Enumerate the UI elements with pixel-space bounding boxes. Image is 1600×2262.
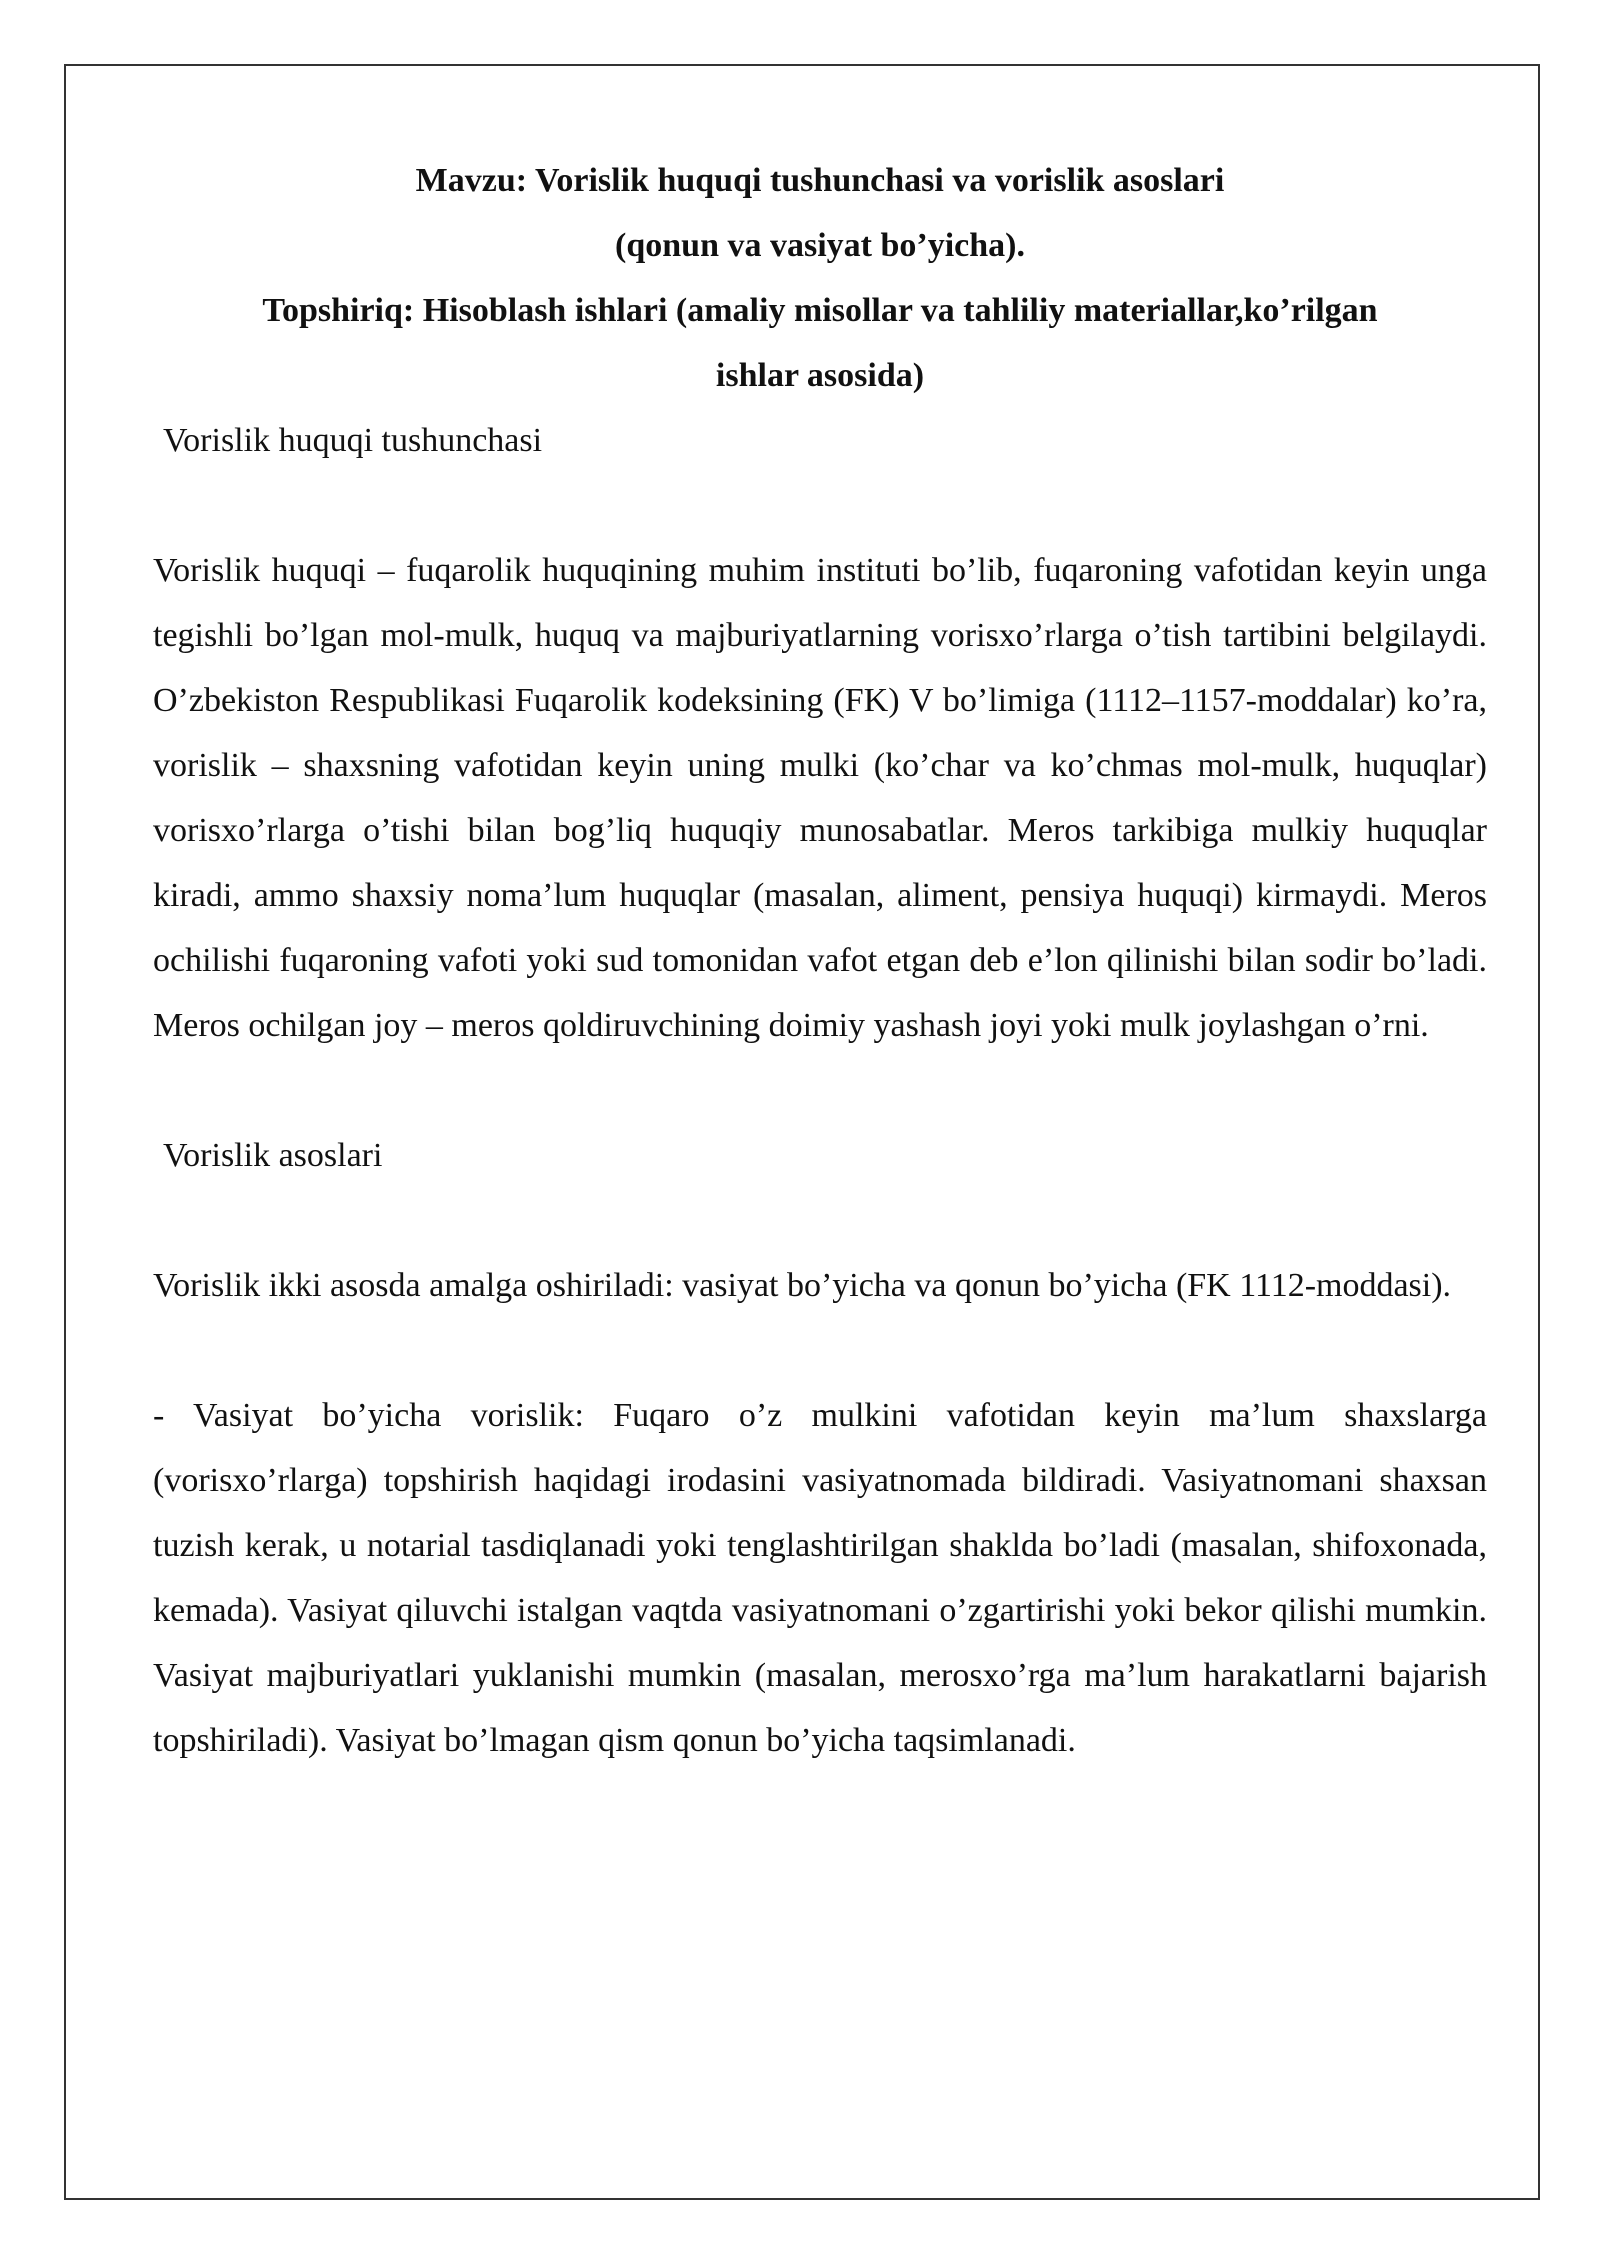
paragraph-will-inheritance: - Vasiyat bo’yicha vorislik: Fuqaro o’z mulkini vafotidan keyin ma’lum shaxslarga (vorisxo’rlarga) topshirish haqidagi irodasini vasiyatnomada bildiradi. Vasiyatnomani shaxsan tuzish kerak, u notarial tasdiqlanadi yoki tenglashtirilgan shaklda bo’ladi (masalan, shifoxonada, kemada). Vasiyat qiluvchi istalgan vaqtda vasiyatnomani o’zgartirishi yoki bekor qilishi mumkin. Vasiyat majburiyatlari yuklanishi mumkin (masalan, merosxo’rga ma’lum harakatlarni bajarish topshiriladi). Vasiyat bo’lmagan qism qonun bo’yicha taqsimlanadi. xyxy=(153,1397,1487,1759)
spacer xyxy=(153,1188,1487,1253)
spacer xyxy=(153,1318,1487,1383)
spacer xyxy=(153,1058,1487,1123)
spacer xyxy=(153,473,1487,538)
title-line-2: (qonun va vasiyat bo’yicha). xyxy=(615,227,1025,264)
title-line-4: ishlar asosida) xyxy=(715,357,925,394)
paragraph-grounds: Vorislik ikki asosda amalga oshiriladi: vasiyat bo’yicha va qonun bo’yicha (FK 1112-moddasi). xyxy=(153,1267,1452,1304)
title-line-3: Topshiriq: Hisoblash ishlari (amaliy misollar va tahliliy materiallar,ko’rilgan xyxy=(262,292,1378,329)
paragraph-concept: Vorislik huquqi – fuqarolik huquqining muhim instituti bo’lib, fuqaroning vafotidan keyin unga tegishli bo’lgan mol-mulk, huquq va majburiyatlarning vorisxo’rlarga o’tish tartibini belgilaydi. O’zbekiston Respublikasi Fuqarolik kodeksining (FK) V bo’limiga (1112–1157-moddalar) ko’ra, vorislik – shaxsning vafotidan keyin uning mulki (ko’char va ko’chmas mol-mulk, huquqlar) vorisxo’rlarga o’tishi bilan bog’liq huquqiy munosabatlar. Meros tarkibiga mulkiy huquqlar kiradi, ammo shaxsiy noma’lum huquqlar (masalan, aliment, pensiya huquqi) kirmaydi. Meros ochilishi fuqaroning vafoti yoki sud tomonidan vafot etgan deb e’lon qilinishi bilan sodir bo’ladi. Meros ochilgan joy – meros qoldiruvchining doimiy yashash joyi yoki mulk joylashgan o’rni. xyxy=(153,552,1487,1044)
section-heading-concept: Vorislik huquqi tushunchasi xyxy=(163,422,543,459)
section-heading-grounds: Vorislik asoslari xyxy=(163,1137,383,1174)
document-body xyxy=(153,148,1487,1773)
title-line-1: Mavzu: Vorislik huquqi tushunchasi va vorislik asoslari xyxy=(415,162,1225,199)
